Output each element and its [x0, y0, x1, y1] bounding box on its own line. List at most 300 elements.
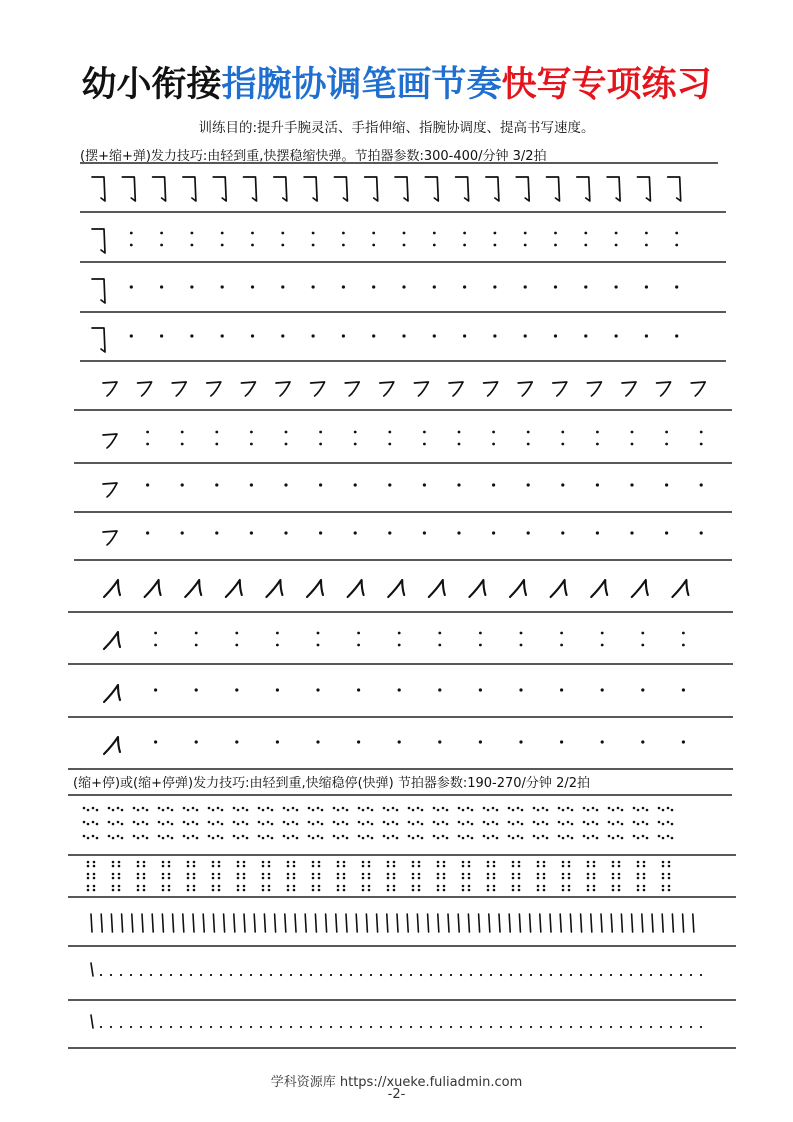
practice-dot	[665, 443, 668, 446]
practice-dot	[390, 974, 392, 976]
practice-dot	[642, 807, 645, 810]
practice-dot	[637, 889, 640, 892]
practice-dot	[458, 431, 461, 434]
practice-dot	[562, 837, 565, 840]
stroke-glyph	[484, 382, 498, 396]
practice-dot	[471, 809, 474, 812]
practice-dot	[283, 807, 286, 810]
practice-dot	[140, 974, 142, 976]
practice-dot	[558, 835, 561, 838]
vertical-stroke	[642, 914, 643, 932]
practice-dot	[162, 823, 165, 826]
practice-dot	[312, 861, 315, 864]
practice-dot	[658, 807, 661, 810]
practice-dot	[316, 688, 319, 691]
practice-dot	[560, 644, 563, 647]
practice-dot	[283, 835, 286, 838]
practice-dot	[233, 821, 236, 824]
practice-dot	[319, 531, 322, 534]
practice-dot	[215, 443, 218, 446]
stroke-glyph	[657, 382, 671, 396]
practice-dot	[437, 823, 440, 826]
practice-dot	[387, 861, 390, 864]
practice-dot	[246, 823, 249, 826]
practice-dot	[637, 885, 640, 888]
stroke-glyph	[122, 177, 135, 201]
practice-dot	[190, 1026, 192, 1028]
practice-dot	[137, 877, 140, 880]
practice-dot	[590, 974, 592, 976]
practice-dot	[221, 334, 224, 337]
vertical-stroke	[621, 914, 622, 932]
practice-dot	[312, 837, 315, 840]
practice-dot	[343, 877, 346, 880]
practice-dot	[467, 835, 470, 838]
practice-dot	[550, 1026, 552, 1028]
practice-dot	[437, 861, 440, 864]
practice-dot	[160, 244, 163, 247]
practice-dot	[337, 873, 340, 876]
practice-dot	[618, 877, 621, 880]
practice-dot	[421, 809, 424, 812]
vertical-stroke	[662, 914, 663, 932]
practice-dot	[243, 877, 246, 880]
practice-dot	[170, 1026, 172, 1028]
practice-dot	[527, 531, 530, 534]
practice-dot	[242, 807, 245, 810]
practice-dot	[290, 974, 292, 976]
practice-dot	[584, 244, 587, 247]
practice-dot	[668, 873, 671, 876]
practice-dot	[433, 807, 436, 810]
practice-dot	[258, 835, 261, 838]
practice-dot	[558, 821, 561, 824]
practice-dot	[343, 865, 346, 868]
practice-dot	[618, 889, 621, 892]
practice-dot	[412, 861, 415, 864]
practice-dot	[143, 885, 146, 888]
practice-dot	[112, 837, 115, 840]
practice-dot	[412, 889, 415, 892]
practice-dot	[357, 688, 360, 691]
practice-dot	[493, 334, 496, 337]
practice-dot	[83, 835, 86, 838]
practice-dot	[393, 873, 396, 876]
practice-dot	[612, 865, 615, 868]
practice-dot	[317, 821, 320, 824]
practice-dot	[510, 1026, 512, 1028]
practice-dot	[342, 334, 345, 337]
practice-dot	[120, 974, 122, 976]
practice-dot	[571, 823, 574, 826]
practice-dot	[242, 821, 245, 824]
practice-dot	[368, 865, 371, 868]
stroke-glyph	[380, 382, 394, 396]
practice-dot	[637, 809, 640, 812]
practice-dot	[621, 837, 624, 840]
vertical-stroke	[458, 914, 459, 932]
practice-dot	[235, 632, 238, 635]
practice-dot	[117, 835, 120, 838]
vertical-stroke	[315, 914, 316, 932]
practice-dot	[517, 807, 520, 810]
practice-dot	[130, 232, 133, 235]
practice-dot	[641, 740, 644, 743]
practice-dot	[392, 835, 395, 838]
practice-dot	[321, 809, 324, 812]
practice-dot	[430, 1026, 432, 1028]
practice-dot	[218, 865, 221, 868]
practice-dot	[675, 232, 678, 235]
practice-dot	[487, 861, 490, 864]
practice-dot	[388, 443, 391, 446]
practice-dot	[615, 244, 618, 247]
practice-dot	[568, 873, 571, 876]
practice-dot	[318, 885, 321, 888]
practice-dot	[118, 873, 121, 876]
practice-dot	[387, 885, 390, 888]
practice-dot	[554, 232, 557, 235]
practice-dot	[158, 835, 161, 838]
stroke-glyph	[276, 382, 290, 396]
practice-dot	[362, 885, 365, 888]
practice-dot	[195, 644, 198, 647]
practice-dot	[675, 285, 678, 288]
practice-dot	[496, 809, 499, 812]
practice-dot	[537, 823, 540, 826]
practice-dot	[560, 688, 563, 691]
practice-dot	[262, 877, 265, 880]
practice-dot	[412, 885, 415, 888]
practice-dot	[368, 885, 371, 888]
practice-dot	[350, 974, 352, 976]
practice-dot	[463, 334, 466, 337]
practice-dot	[492, 531, 495, 534]
stroke-glyph	[92, 328, 105, 352]
practice-dot	[220, 974, 222, 976]
practice-dot	[154, 644, 157, 647]
practice-dot	[521, 809, 524, 812]
practice-dot	[337, 865, 340, 868]
practice-dot	[500, 1026, 502, 1028]
practice-dot	[120, 1026, 122, 1028]
practice-dot	[143, 873, 146, 876]
stroke-glyph	[145, 580, 161, 597]
practice-dot	[296, 837, 299, 840]
practice-dot	[612, 885, 615, 888]
practice-dot	[621, 809, 624, 812]
practice-dot	[460, 974, 462, 976]
practice-dot	[620, 974, 622, 976]
practice-dot	[524, 232, 527, 235]
stroke-glyph	[637, 177, 650, 201]
stroke-glyph	[241, 382, 255, 396]
practice-dot	[357, 740, 360, 743]
practice-dot	[543, 889, 546, 892]
practice-dot	[316, 740, 319, 743]
practice-dot	[362, 809, 365, 812]
vertical-stroke	[570, 914, 571, 932]
practice-dot	[118, 861, 121, 864]
practice-dot	[421, 823, 424, 826]
practice-dot	[617, 821, 620, 824]
vertical-stroke	[479, 914, 480, 932]
practice-dot	[130, 334, 133, 337]
practice-dot	[437, 885, 440, 888]
practice-dot	[367, 835, 370, 838]
practice-dot	[642, 835, 645, 838]
practice-dot	[243, 873, 246, 876]
practice-dot	[543, 873, 546, 876]
practice-dot	[280, 1026, 282, 1028]
practice-dot	[593, 885, 596, 888]
vertical-stroke	[142, 914, 143, 932]
practice-dot	[646, 837, 649, 840]
practice-dot	[308, 835, 311, 838]
practice-dot	[191, 244, 194, 247]
practice-dot	[181, 431, 184, 434]
stroke-glyph	[104, 632, 120, 649]
practice-dot	[319, 443, 322, 446]
practice-dot	[587, 823, 590, 826]
practice-dot	[333, 807, 336, 810]
practice-dot	[596, 837, 599, 840]
practice-dot	[438, 688, 441, 691]
practice-dot	[96, 809, 99, 812]
practice-dot	[408, 821, 411, 824]
practice-dot	[601, 632, 604, 635]
practice-dot	[187, 885, 190, 888]
stroke-glyph	[414, 382, 428, 396]
practice-dot	[154, 740, 157, 743]
practice-dot	[645, 334, 648, 337]
practice-dot	[518, 865, 521, 868]
practice-dot	[537, 885, 540, 888]
practice-dot	[193, 877, 196, 880]
practice-dot	[420, 1026, 422, 1028]
practice-dot	[487, 809, 490, 812]
practice-dot	[362, 865, 365, 868]
practice-dot	[650, 974, 652, 976]
practice-dot	[276, 644, 279, 647]
practice-dot	[660, 1026, 662, 1028]
practice-dot	[362, 873, 365, 876]
practice-dot	[167, 807, 170, 810]
practice-dot	[343, 885, 346, 888]
practice-dot	[508, 807, 511, 810]
practice-dot	[317, 835, 320, 838]
practice-dot	[467, 821, 470, 824]
practice-dot	[690, 974, 692, 976]
practice-dot	[596, 823, 599, 826]
practice-dot	[342, 285, 345, 288]
practice-dot	[342, 821, 345, 824]
practice-dot	[398, 632, 401, 635]
practice-dot	[117, 807, 120, 810]
practice-dot	[237, 865, 240, 868]
practice-dot	[158, 821, 161, 824]
practice-dot	[662, 873, 665, 876]
practice-dot	[430, 974, 432, 976]
practice-dot	[287, 865, 290, 868]
practice-dot	[83, 807, 86, 810]
practice-dot	[387, 873, 390, 876]
practice-dot	[562, 861, 565, 864]
practice-dot	[668, 861, 671, 864]
practice-dot	[518, 861, 521, 864]
practice-dot	[221, 244, 224, 247]
practice-dot	[250, 431, 253, 434]
vertical-stroke	[428, 914, 429, 932]
practice-dot	[396, 823, 399, 826]
practice-dot	[93, 861, 96, 864]
practice-dot	[212, 837, 215, 840]
title-part-3: 快写专项练习	[501, 64, 712, 105]
vertical-stroke	[305, 914, 306, 932]
practice-dot	[593, 889, 596, 892]
practice-dot	[215, 531, 218, 534]
practice-dot	[442, 821, 445, 824]
practice-dot	[110, 1026, 112, 1028]
practice-dot	[87, 823, 90, 826]
practice-dot	[100, 974, 102, 976]
vertical-stroke	[111, 914, 112, 932]
practice-dot	[418, 885, 421, 888]
practice-dot	[118, 877, 121, 880]
practice-dot	[612, 873, 615, 876]
practice-dot	[512, 861, 515, 864]
practice-dot	[592, 821, 595, 824]
practice-dot	[533, 821, 536, 824]
practice-dot	[260, 974, 262, 976]
practice-dot	[171, 837, 174, 840]
practice-dot	[215, 483, 218, 486]
practice-dot	[601, 688, 604, 691]
practice-dot	[480, 974, 482, 976]
practice-dot	[568, 885, 571, 888]
practice-dot	[558, 807, 561, 810]
practice-dot	[700, 531, 703, 534]
practice-dot	[330, 1026, 332, 1028]
vertical-stroke	[499, 914, 500, 932]
practice-dot	[521, 823, 524, 826]
practice-dot	[212, 889, 215, 892]
practice-dot	[372, 232, 375, 235]
practice-dot	[583, 821, 586, 824]
practice-dot	[318, 889, 321, 892]
practice-dot	[343, 861, 346, 864]
practice-dot	[468, 889, 471, 892]
practice-dot	[583, 807, 586, 810]
stroke-glyph	[103, 531, 117, 545]
practice-dot	[350, 1026, 352, 1028]
practice-dot	[568, 865, 571, 868]
practice-dot	[700, 483, 703, 486]
vertical-stroke	[132, 914, 133, 932]
practice-dot	[496, 837, 499, 840]
practice-dot	[593, 861, 596, 864]
practice-dot	[162, 861, 165, 864]
practice-dot	[187, 873, 190, 876]
practice-dot	[158, 807, 161, 810]
practice-dot	[285, 431, 288, 434]
practice-dot	[480, 1026, 482, 1028]
practice-dot	[517, 821, 520, 824]
practice-dot	[312, 885, 315, 888]
practice-dot	[160, 1026, 162, 1028]
practice-dot	[354, 483, 357, 486]
practice-dot	[87, 877, 90, 880]
stroke-glyph	[587, 382, 601, 396]
practice-dot	[221, 809, 224, 812]
title-part-2: 指腕协调笔画节奏	[221, 64, 502, 105]
practice-dot	[212, 873, 215, 876]
practice-dot	[418, 889, 421, 892]
practice-dot	[200, 1026, 202, 1028]
stroke-glyph	[607, 177, 620, 201]
practice-dot	[542, 807, 545, 810]
vertical-stroke	[632, 914, 633, 932]
practice-dot	[387, 837, 390, 840]
practice-dot	[487, 873, 490, 876]
practice-dot	[281, 334, 284, 337]
practice-dot	[312, 865, 315, 868]
practice-dot	[621, 823, 624, 826]
practice-dot	[140, 1026, 142, 1028]
practice-dot	[235, 740, 238, 743]
practice-dot	[218, 885, 221, 888]
practice-dot	[521, 837, 524, 840]
practice-dot	[187, 877, 190, 880]
stroke-glyph	[92, 229, 105, 253]
practice-dot	[93, 873, 96, 876]
practice-dot	[280, 974, 282, 976]
practice-dot	[612, 877, 615, 880]
practice-dot	[108, 807, 111, 810]
practice-dot	[187, 889, 190, 892]
practice-dot	[196, 837, 199, 840]
stroke-glyph	[104, 737, 120, 754]
practice-dot	[112, 873, 115, 876]
practice-dot	[287, 889, 290, 892]
practice-dot	[251, 285, 254, 288]
practice-dot	[340, 974, 342, 976]
practice-dot	[183, 807, 186, 810]
practice-dot	[593, 865, 596, 868]
practice-dot	[412, 873, 415, 876]
practice-dot	[293, 873, 296, 876]
practice-dot	[642, 821, 645, 824]
practice-dot	[462, 877, 465, 880]
practice-dot	[470, 974, 472, 976]
stroke-glyph	[138, 382, 152, 396]
vertical-stroke	[91, 1015, 93, 1028]
practice-dot	[337, 877, 340, 880]
practice-dot	[240, 1026, 242, 1028]
practice-dot	[215, 431, 218, 434]
practice-dot	[183, 821, 186, 824]
practice-dot	[641, 688, 644, 691]
practice-dot	[662, 885, 665, 888]
vertical-stroke	[254, 914, 255, 932]
practice-dot	[342, 807, 345, 810]
practice-dot	[187, 861, 190, 864]
practice-dot	[112, 885, 115, 888]
practice-dot	[462, 823, 465, 826]
practice-dot	[371, 837, 374, 840]
practice-dot	[487, 877, 490, 880]
practice-dot	[310, 974, 312, 976]
